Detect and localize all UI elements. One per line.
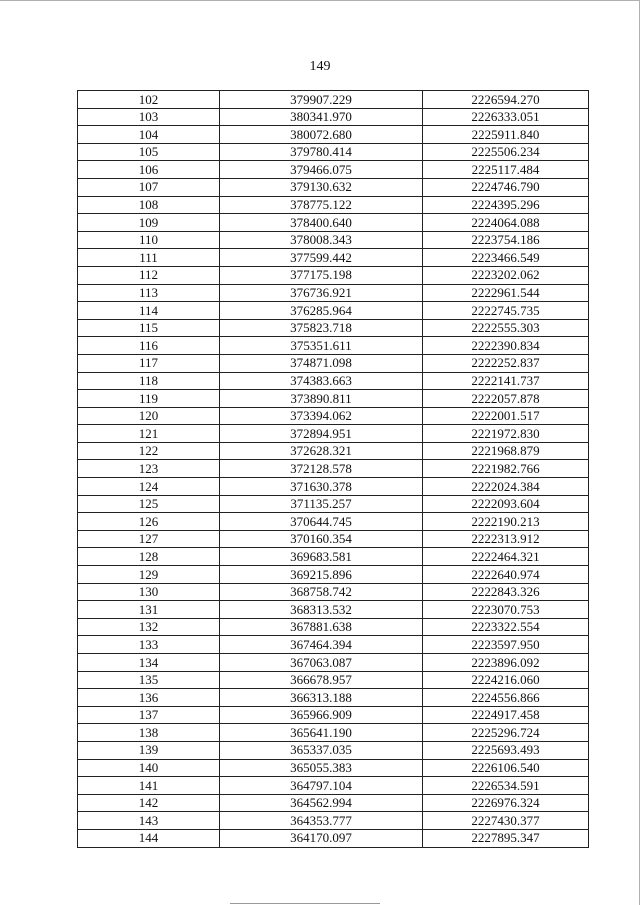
point-number-cell: 131 <box>78 601 220 619</box>
x-coordinate-cell: 378008.343 <box>220 231 423 249</box>
x-coordinate-cell: 377175.198 <box>220 266 423 284</box>
y-coordinate-cell: 2224917.458 <box>423 706 589 724</box>
table-row <box>78 425 589 443</box>
point-number-cell: 106 <box>78 161 220 179</box>
point-number-cell: 102 <box>78 91 220 109</box>
x-coordinate-cell: 376285.964 <box>220 302 423 320</box>
y-coordinate-cell: 2221982.766 <box>423 460 589 478</box>
y-coordinate-cell: 2226534.591 <box>423 777 589 795</box>
point-number-cell: 111 <box>78 249 220 267</box>
point-number-cell: 112 <box>78 266 220 284</box>
point-number-cell: 117 <box>78 354 220 372</box>
point-number-cell: 134 <box>78 654 220 672</box>
point-number-cell: 136 <box>78 689 220 707</box>
y-coordinate-cell: 2224746.790 <box>423 178 589 196</box>
x-coordinate-cell: 380341.970 <box>220 108 423 126</box>
y-coordinate-cell: 2222024.384 <box>423 478 589 496</box>
point-number-cell: 126 <box>78 513 220 531</box>
x-coordinate-cell: 369683.581 <box>220 548 423 566</box>
x-coordinate-cell: 366313.188 <box>220 689 423 707</box>
y-coordinate-cell: 2222640.974 <box>423 566 589 584</box>
table-row <box>78 566 589 584</box>
x-coordinate-cell: 372628.321 <box>220 442 423 460</box>
point-number-cell: 144 <box>78 829 220 847</box>
x-coordinate-cell: 365641.190 <box>220 724 423 742</box>
x-coordinate-cell: 367464.394 <box>220 636 423 654</box>
table-row <box>78 390 589 408</box>
x-coordinate-cell: 374383.663 <box>220 372 423 390</box>
y-coordinate-cell: 2221972.830 <box>423 425 589 443</box>
table-row <box>78 724 589 742</box>
table-row <box>78 372 589 390</box>
table-row <box>78 354 589 372</box>
table-row <box>78 284 589 302</box>
x-coordinate-cell: 375823.718 <box>220 319 423 337</box>
table-row <box>78 671 589 689</box>
point-number-cell: 132 <box>78 618 220 636</box>
table-row <box>78 214 589 232</box>
x-coordinate-cell: 379466.075 <box>220 161 423 179</box>
y-coordinate-cell: 2223322.554 <box>423 618 589 636</box>
x-coordinate-cell: 364170.097 <box>220 829 423 847</box>
x-coordinate-cell: 378775.122 <box>220 196 423 214</box>
y-coordinate-cell: 2225117.484 <box>423 161 589 179</box>
table-row <box>78 741 589 759</box>
y-coordinate-cell: 2222464.321 <box>423 548 589 566</box>
table-row <box>78 266 589 284</box>
y-coordinate-cell: 2222190.213 <box>423 513 589 531</box>
table-row <box>78 618 589 636</box>
point-number-cell: 107 <box>78 178 220 196</box>
table-row <box>78 583 589 601</box>
coordinates-table-body <box>78 91 589 848</box>
point-number-cell: 119 <box>78 390 220 408</box>
point-number-cell: 110 <box>78 231 220 249</box>
table-row <box>78 161 589 179</box>
x-coordinate-cell: 367063.087 <box>220 654 423 672</box>
point-number-cell: 120 <box>78 407 220 425</box>
point-number-cell: 104 <box>78 126 220 144</box>
point-number-cell: 140 <box>78 759 220 777</box>
point-number-cell: 109 <box>78 214 220 232</box>
y-coordinate-cell: 2224556.866 <box>423 689 589 707</box>
table-row <box>78 231 589 249</box>
y-coordinate-cell: 2222141.737 <box>423 372 589 390</box>
y-coordinate-cell: 2221968.879 <box>423 442 589 460</box>
y-coordinate-cell: 2222961.544 <box>423 284 589 302</box>
x-coordinate-cell: 365966.909 <box>220 706 423 724</box>
point-number-cell: 133 <box>78 636 220 654</box>
x-coordinate-cell: 379130.632 <box>220 178 423 196</box>
y-coordinate-cell: 2222555.303 <box>423 319 589 337</box>
y-coordinate-cell: 2226594.270 <box>423 91 589 109</box>
table-row <box>78 126 589 144</box>
point-number-cell: 105 <box>78 143 220 161</box>
table-row <box>78 636 589 654</box>
y-coordinate-cell: 2223466.549 <box>423 249 589 267</box>
x-coordinate-cell: 364562.994 <box>220 794 423 812</box>
point-number-cell: 113 <box>78 284 220 302</box>
y-coordinate-cell: 2223070.753 <box>423 601 589 619</box>
x-coordinate-cell: 376736.921 <box>220 284 423 302</box>
point-number-cell: 123 <box>78 460 220 478</box>
x-coordinate-cell: 364797.104 <box>220 777 423 795</box>
table-row <box>78 460 589 478</box>
y-coordinate-cell: 2222001.517 <box>423 407 589 425</box>
x-coordinate-cell: 365055.383 <box>220 759 423 777</box>
x-coordinate-cell: 368758.742 <box>220 583 423 601</box>
point-number-cell: 142 <box>78 794 220 812</box>
point-number-cell: 103 <box>78 108 220 126</box>
table-row <box>78 143 589 161</box>
x-coordinate-cell: 369215.896 <box>220 566 423 584</box>
point-number-cell: 114 <box>78 302 220 320</box>
table-row <box>78 777 589 795</box>
table-row <box>78 249 589 267</box>
x-coordinate-cell: 378400.640 <box>220 214 423 232</box>
point-number-cell: 128 <box>78 548 220 566</box>
x-coordinate-cell: 372894.951 <box>220 425 423 443</box>
x-coordinate-cell: 379780.414 <box>220 143 423 161</box>
point-number-cell: 124 <box>78 478 220 496</box>
point-number-cell: 137 <box>78 706 220 724</box>
page-number: 149 <box>309 59 331 74</box>
y-coordinate-cell: 2222057.878 <box>423 390 589 408</box>
x-coordinate-cell: 380072.680 <box>220 126 423 144</box>
point-number-cell: 139 <box>78 741 220 759</box>
y-coordinate-cell: 2222843.326 <box>423 583 589 601</box>
y-coordinate-cell: 2223896.092 <box>423 654 589 672</box>
x-coordinate-cell: 375351.611 <box>220 337 423 355</box>
table-row <box>78 196 589 214</box>
table-row <box>78 178 589 196</box>
x-coordinate-cell: 368313.532 <box>220 601 423 619</box>
table-row <box>78 442 589 460</box>
table-row <box>78 337 589 355</box>
y-coordinate-cell: 2227430.377 <box>423 812 589 830</box>
y-coordinate-cell: 2224216.060 <box>423 671 589 689</box>
x-coordinate-cell: 365337.035 <box>220 741 423 759</box>
y-coordinate-cell: 2222093.604 <box>423 495 589 513</box>
y-coordinate-cell: 2222313.912 <box>423 530 589 548</box>
table-row <box>78 319 589 337</box>
y-coordinate-cell: 2226106.540 <box>423 759 589 777</box>
x-coordinate-cell: 370160.354 <box>220 530 423 548</box>
y-coordinate-cell: 2225693.493 <box>423 741 589 759</box>
y-coordinate-cell: 2223202.062 <box>423 266 589 284</box>
y-coordinate-cell: 2226333.051 <box>423 108 589 126</box>
y-coordinate-cell: 2226976.324 <box>423 794 589 812</box>
y-coordinate-cell: 2223754.186 <box>423 231 589 249</box>
table-row <box>78 794 589 812</box>
x-coordinate-cell: 373890.811 <box>220 390 423 408</box>
x-coordinate-cell: 371630.378 <box>220 478 423 496</box>
x-coordinate-cell: 367881.638 <box>220 618 423 636</box>
point-number-cell: 127 <box>78 530 220 548</box>
y-coordinate-cell: 2222252.837 <box>423 354 589 372</box>
y-coordinate-cell: 2227895.347 <box>423 829 589 847</box>
point-number-cell: 122 <box>78 442 220 460</box>
table-row <box>78 91 589 109</box>
x-coordinate-cell: 374871.098 <box>220 354 423 372</box>
y-coordinate-cell: 2225911.840 <box>423 126 589 144</box>
x-coordinate-cell: 379907.229 <box>220 91 423 109</box>
table-row <box>78 829 589 847</box>
x-coordinate-cell: 377599.442 <box>220 249 423 267</box>
table-row <box>78 108 589 126</box>
point-number-cell: 116 <box>78 337 220 355</box>
table-row <box>78 706 589 724</box>
y-coordinate-cell: 2225506.234 <box>423 143 589 161</box>
table-row <box>78 302 589 320</box>
y-coordinate-cell: 2225296.724 <box>423 724 589 742</box>
bottom-divider <box>230 903 380 904</box>
coordinates-table <box>77 90 589 848</box>
x-coordinate-cell: 366678.957 <box>220 671 423 689</box>
table-row <box>78 601 589 619</box>
table-row <box>78 689 589 707</box>
point-number-cell: 138 <box>78 724 220 742</box>
y-coordinate-cell: 2224395.296 <box>423 196 589 214</box>
y-coordinate-cell: 2224064.088 <box>423 214 589 232</box>
table-row <box>78 530 589 548</box>
table-row <box>78 548 589 566</box>
x-coordinate-cell: 364353.777 <box>220 812 423 830</box>
table-row <box>78 407 589 425</box>
x-coordinate-cell: 372128.578 <box>220 460 423 478</box>
point-number-cell: 141 <box>78 777 220 795</box>
x-coordinate-cell: 371135.257 <box>220 495 423 513</box>
x-coordinate-cell: 370644.745 <box>220 513 423 531</box>
y-coordinate-cell: 2222745.735 <box>423 302 589 320</box>
point-number-cell: 125 <box>78 495 220 513</box>
point-number-cell: 118 <box>78 372 220 390</box>
point-number-cell: 130 <box>78 583 220 601</box>
x-coordinate-cell: 373394.062 <box>220 407 423 425</box>
y-coordinate-cell: 2223597.950 <box>423 636 589 654</box>
point-number-cell: 135 <box>78 671 220 689</box>
table-row <box>78 759 589 777</box>
point-number-cell: 143 <box>78 812 220 830</box>
table-row <box>78 478 589 496</box>
table-row <box>78 513 589 531</box>
point-number-cell: 121 <box>78 425 220 443</box>
table-row <box>78 495 589 513</box>
table-row <box>78 654 589 672</box>
y-coordinate-cell: 2222390.834 <box>423 337 589 355</box>
point-number-cell: 115 <box>78 319 220 337</box>
table-row <box>78 812 589 830</box>
point-number-cell: 108 <box>78 196 220 214</box>
point-number-cell: 129 <box>78 566 220 584</box>
